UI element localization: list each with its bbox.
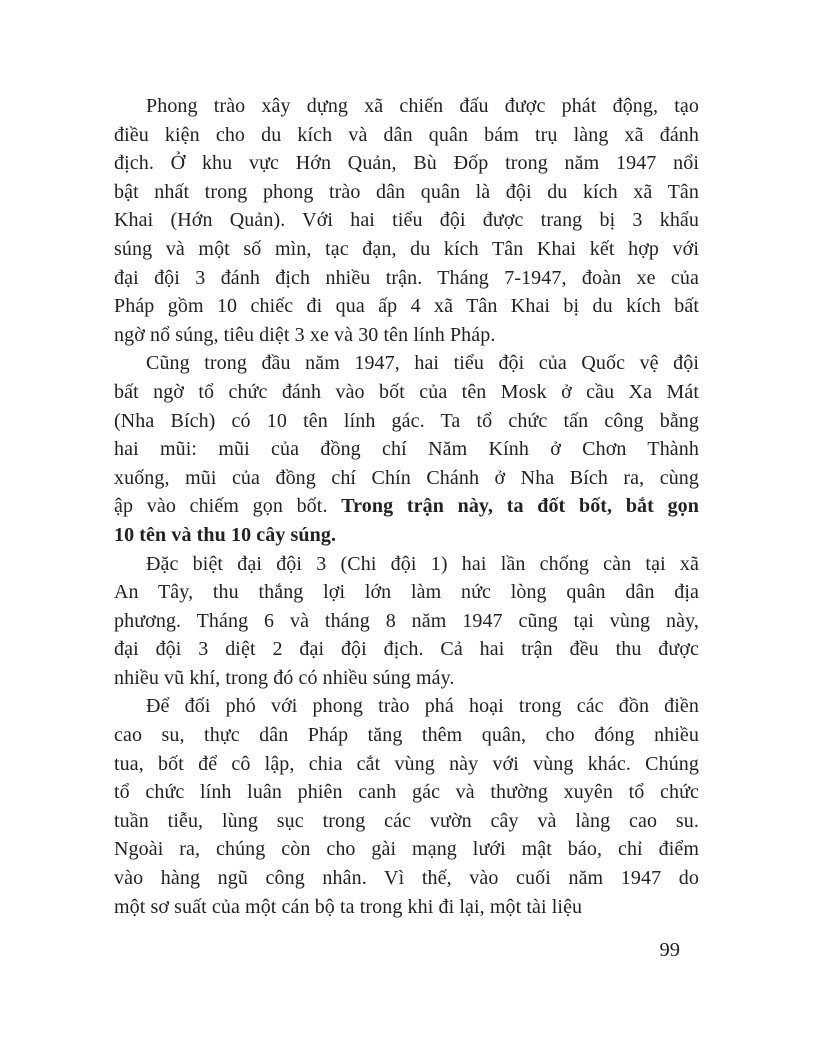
paragraph: [114, 349, 699, 549]
text-line: [114, 807, 699, 836]
text-line: [114, 607, 699, 636]
text-segment: tuần tiễu, lùng sục trong các vườn cây và làng cao su.: [114, 809, 699, 832]
text-segment: phương. Tháng 6 và tháng 8 năm 1947 cũng tại vùng này,: [114, 609, 699, 632]
text-segment: súng và một số mìn, tạc đạn, du kích Tân Khai kết hợp với: [114, 237, 699, 260]
text-line: [114, 149, 699, 178]
text-line: [114, 92, 699, 121]
text-segment: đại đội 3 diệt 2 đại đội địch. Cả hai trận đều thu được: [114, 638, 699, 661]
text-segment: Phong trào xây dựng xã chiến đấu được phát động, tạo: [146, 95, 699, 117]
text-line: [114, 321, 699, 350]
page-number: 99: [659, 939, 680, 961]
text-segment: bật nhất trong phong trào dân quân là đội du kích xã Tân: [114, 180, 699, 203]
text-segment: hai mũi: mũi của đồng chí Năm Kính ở Chơn Thành: [114, 438, 699, 461]
text-segment: đại đội 3 đánh địch nhiều trận. Tháng 7-1947, đoàn xe của: [114, 266, 699, 289]
bold-text-segment: Trong trận này, ta đốt bốt, bắt gọn: [341, 495, 699, 518]
text-line: [114, 407, 699, 436]
text-segment: ập vào chiếm gọn bốt.: [114, 495, 342, 518]
text-line: [114, 349, 699, 378]
text-segment: điều kiện cho du kích và dân quân bám trụ làng xã đánh: [114, 123, 699, 146]
text-segment: tua, bốt để cô lập, chia cắt vùng này với vùng khác. Chúng: [114, 752, 699, 775]
text-block: [114, 92, 699, 921]
text-line: [114, 893, 699, 922]
text-line: [114, 464, 699, 493]
text-line: [114, 378, 699, 407]
text-segment: bất ngờ tổ chức đánh vào bốt của tên Mosk ở cầu Xa Mát: [114, 380, 699, 403]
text-line: [114, 864, 699, 893]
text-line: [114, 635, 699, 664]
text-segment: Đặc biệt đại đội 3 (Chi đội 1) hai lần chống càn tại xã: [146, 552, 699, 575]
text-segment: Ngoài ra, chúng còn cho gài mạng lưới mật báo, chỉ điểm: [114, 838, 699, 861]
paragraph: [114, 92, 699, 349]
text-line: [114, 264, 699, 293]
text-line: [114, 292, 699, 321]
text-segment: ngờ nổ súng, tiêu diệt 3 xe và 30 tên lính Pháp.: [114, 323, 496, 346]
text-line: [114, 578, 699, 607]
text-line: [114, 550, 699, 579]
text-segment: Khai (Hớn Quản). Với hai tiểu đội được trang bị 3 khẩu: [114, 209, 699, 232]
text-line: [114, 778, 699, 807]
text-segment: Pháp gồm 10 chiếc đi qua ấp 4 xã Tân Khai bị du kích bất: [114, 295, 699, 318]
text-line: [114, 235, 699, 264]
text-line: [114, 121, 699, 150]
text-segment: cao su, thực dân Pháp tăng thêm quân, cho đóng nhiều: [114, 724, 699, 747]
text-line: [114, 835, 699, 864]
bold-text-segment: 10 tên và thu 10 cây súng.: [114, 523, 337, 546]
text-segment: Để đối phó với phong trào phá hoại trong các đồn điền: [146, 695, 699, 718]
text-segment: một sơ suất của một cán bộ ta trong khi đi lại, một tài liệu: [114, 895, 583, 918]
text-line: [114, 692, 699, 721]
text-line: [114, 664, 699, 693]
text-segment: Cũng trong đầu năm 1947, hai tiểu đội của Quốc vệ đội: [146, 352, 699, 375]
text-line: [114, 521, 699, 550]
text-segment: vào hàng ngũ công nhân. Vì thế, vào cuối năm 1947 do: [114, 867, 699, 890]
text-line: [114, 721, 699, 750]
text-line: [114, 435, 699, 464]
paragraph: [114, 550, 699, 693]
text-segment: tổ chức lính luân phiên canh gác và thường xuyên tổ chức: [114, 781, 699, 804]
paragraph: [114, 692, 699, 921]
text-line: [114, 492, 699, 521]
text-segment: địch. Ở khu vực Hớn Quản, Bù Đốp trong năm 1947 nổi: [114, 152, 699, 175]
text-segment: An Tây, thu thắng lợi lớn làm nức lòng quân dân địa: [114, 581, 699, 604]
text-segment: (Nha Bích) có 10 tên lính gác. Ta tổ chức tấn công bằng: [114, 409, 699, 432]
text-line: [114, 178, 699, 207]
text-line: [114, 750, 699, 779]
text-segment: xuống, mũi của đồng chí Chín Chánh ở Nha Bích ra, cùng: [114, 466, 699, 489]
text-line: [114, 206, 699, 235]
text-segment: nhiều vũ khí, trong đó có nhiều súng máy.: [114, 666, 455, 689]
